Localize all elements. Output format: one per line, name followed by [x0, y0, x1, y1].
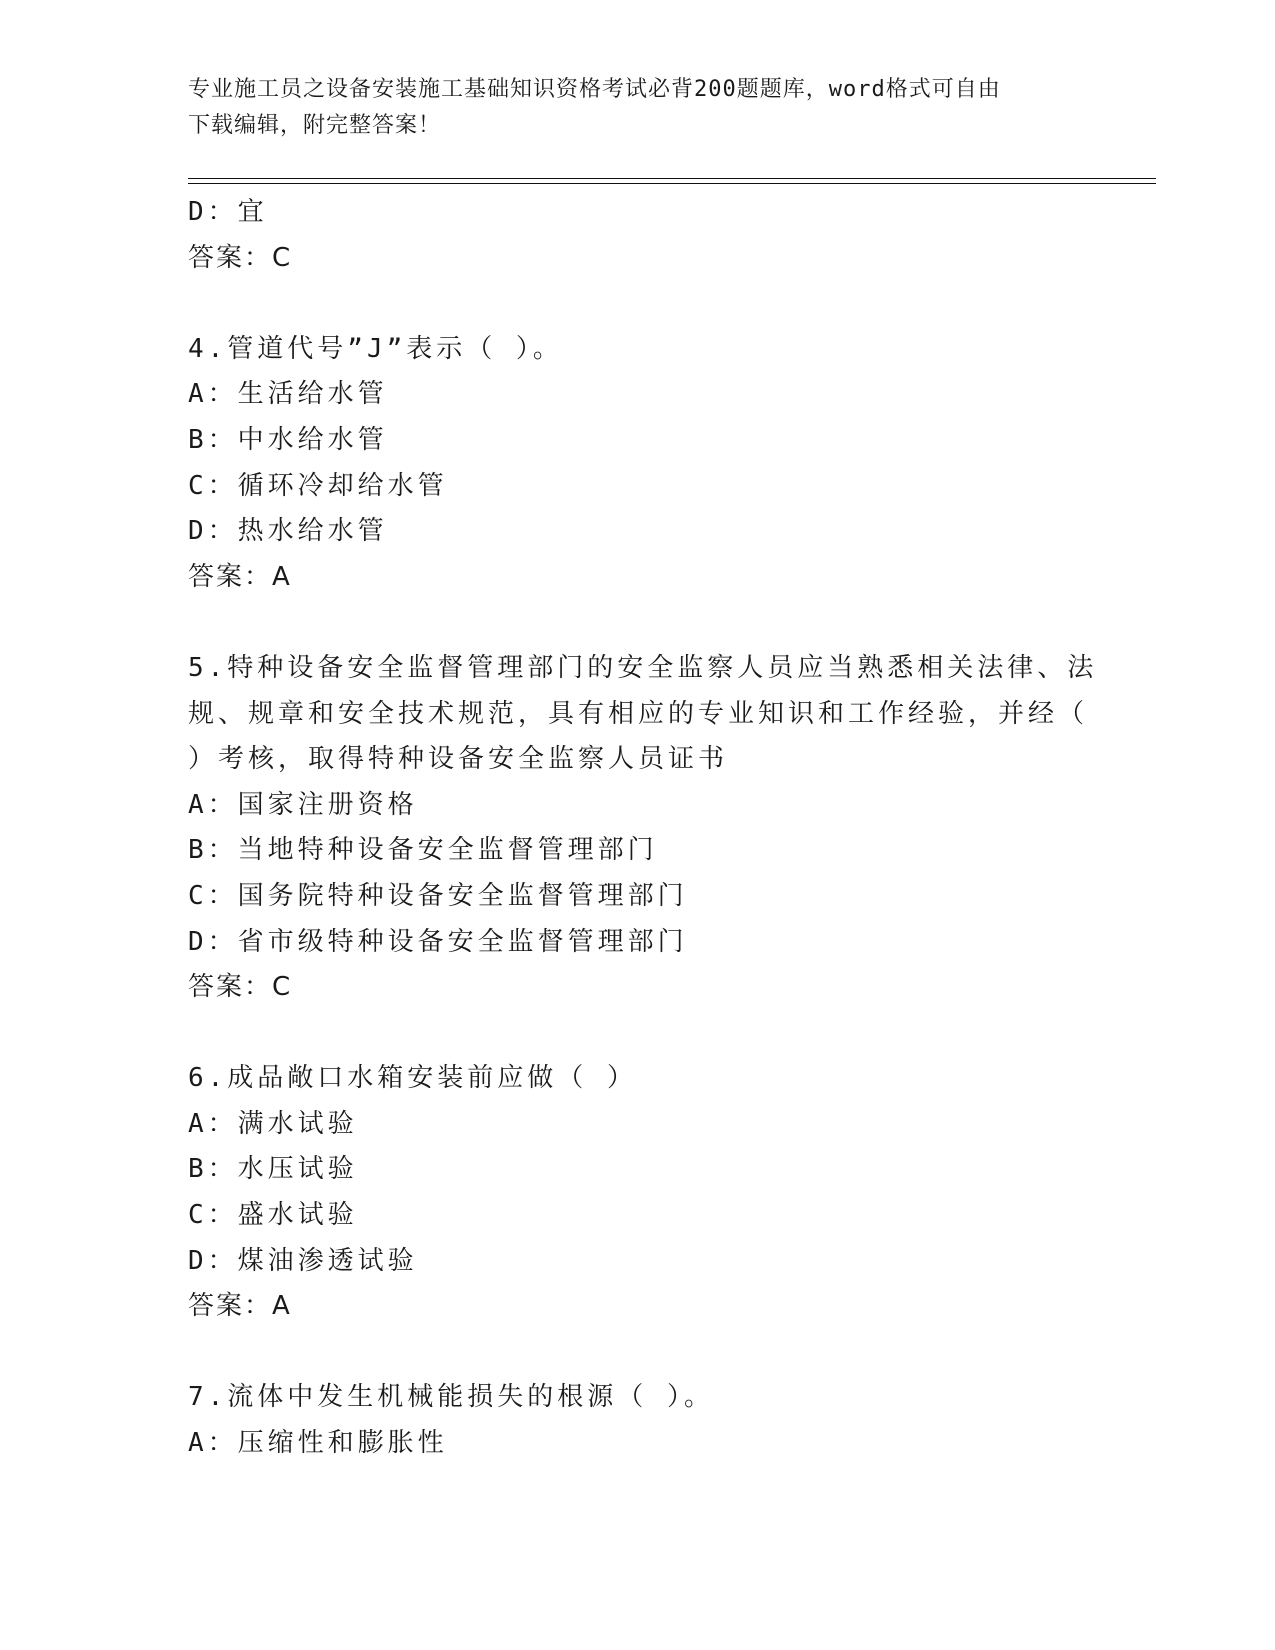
- option-a: A：压缩性和膨胀性: [188, 1428, 448, 1459]
- question-7: [188, 1375, 1088, 1466]
- question-stem: 7.流体中发生机械能损失的根源（ ）。: [188, 1382, 714, 1413]
- question-stem: 6.成品敞口水箱安装前应做（ ）: [188, 1063, 637, 1094]
- question-stem-line-3: ）考核，取得特种设备安全监察人员证书: [188, 744, 729, 775]
- answer: 答案：A: [188, 1291, 292, 1322]
- option-a: A：国家注册资格: [188, 789, 418, 820]
- option-b: B：当地特种设备安全监督管理部门: [188, 835, 658, 866]
- option-d: D：煤油渗透试验: [188, 1245, 418, 1276]
- question-stem-line-2: 规、规章和安全技术规范，具有相应的专业知识和工作经验，并经（: [188, 698, 1089, 729]
- option-a: A：满水试验: [188, 1108, 358, 1139]
- option-a: A：生活给水管: [188, 379, 388, 410]
- option-c: C：盛水试验: [188, 1200, 358, 1231]
- answer: 答案：A: [188, 561, 292, 592]
- option-d: D：省市级特种设备安全监督管理部门: [188, 926, 688, 957]
- option-b: B：中水给水管: [188, 424, 388, 455]
- question-5: [188, 646, 1098, 1011]
- question-6: [188, 1056, 1088, 1330]
- question-stem: 4.管道代号”J”表示（ ）。: [188, 333, 563, 364]
- header-divider-bottom: [188, 183, 1156, 184]
- question-stem-line-1: 5.特种设备安全监督管理部门的安全监察人员应当熟悉相关法律、法: [188, 652, 1098, 683]
- option-d: D：宜: [188, 197, 268, 227]
- answer: 答案：C: [188, 242, 293, 273]
- option-b: B：水压试验: [188, 1154, 358, 1185]
- option-d: D：热水给水管: [188, 516, 388, 547]
- option-c: C：国务院特种设备安全监督管理部门: [188, 880, 688, 911]
- header-divider-top: [188, 178, 1156, 179]
- document-header: [188, 72, 1068, 144]
- option-c: C：循环冷却给水管: [188, 470, 448, 501]
- header-line-2: 下载编辑，附完整答案！: [188, 113, 442, 138]
- question-list: [188, 190, 1098, 1467]
- answer: 答案：C: [188, 972, 293, 1003]
- question-4: [188, 327, 1088, 601]
- question-partial: [188, 190, 1088, 281]
- header-line-1: 专业施工员之设备安装施工基础知识资格考试必背200题题库，word格式可自由: [188, 77, 1001, 102]
